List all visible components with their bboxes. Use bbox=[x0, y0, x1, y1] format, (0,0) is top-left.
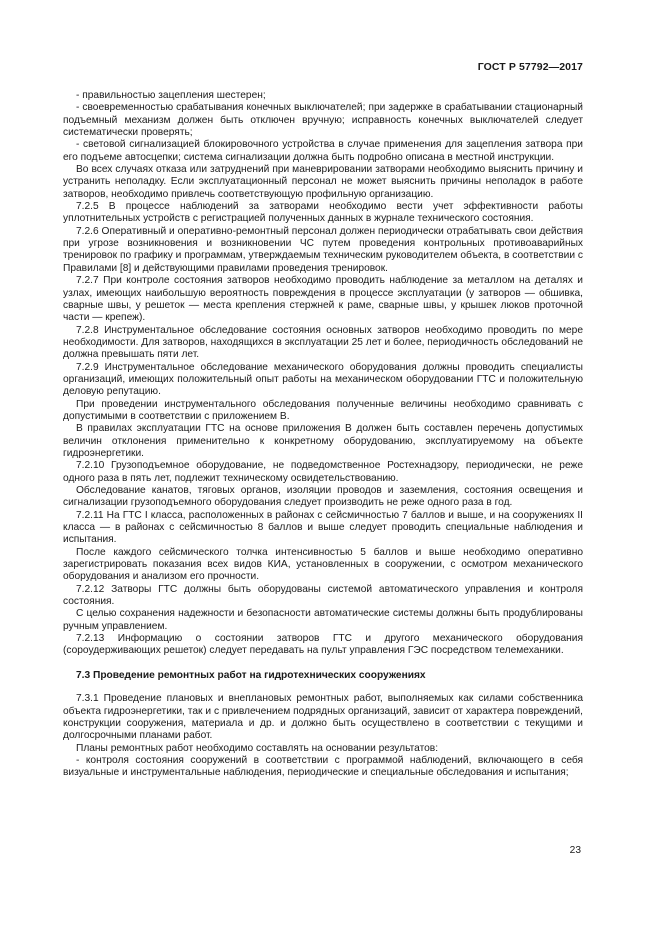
document-standard-number: ГОСТ Р 57792—2017 bbox=[477, 61, 583, 73]
page-number: 23 bbox=[569, 845, 581, 856]
clause-7-3-1: 7.3.1 Проведение плановых и внеплановых ремонтных работ, выполняемых как силами собственника объекта гидроэнергетики, так и с привлечением подрядных организаций, зависит от характера повреждений, конструкции сооружения, материала и др. и должно быть осуществлено в соответствии с текущими и долгосрочными планами работ. bbox=[63, 693, 583, 742]
list-item: - контроля состояния сооружений в соответствии с программой наблюдений, включающего в себя визуальные и инструментальные наблюдения, периодические и специальные обследования и испытания; bbox=[63, 754, 583, 779]
clause-7-2-10: 7.2.10 Грузоподъемное оборудование, не подведомственное Ростехнадзору, периодически, не реже одного раза в пять лет, подлежит техническому освидетельствованию. bbox=[63, 460, 583, 484]
list-item: - правильностью зацепления шестерен; bbox=[76, 90, 266, 101]
paragraph: С целью сохранения надежности и безопасности автоматические системы должны быть продублированы ручным управлением. bbox=[63, 608, 583, 632]
paragraph: Планы ремонтных работ необходимо составлять на основании результатов: bbox=[76, 742, 439, 754]
clause-7-2-7: 7.2.7 При контроле состояния затворов необходимо проводить наблюдение за металлом на деталях и узлах, имеющих наибольшую вероятность повреждения в процессе эксплуатации (у затворов — обшивка, сварные швы, у решеток — места крепления стержней к раме, сварные швы, у крышек люков проточной части — крепеж). bbox=[63, 275, 583, 324]
clause-7-2-11: 7.2.11 На ГТС I класса, расположенных в районах с сейсмичностью 7 баллов и выше, и на сооружениях II класса — в районах с сейсмичностью 8 баллов и выше следует проводить специальные наблюдения и испытания. bbox=[63, 509, 583, 546]
paragraph: В правилах эксплуатации ГТС на основе приложения В должен быть составлен перечень допустимых величин отклонения применительно к конкретному оборудованию, эксплуатируемому на объекте гидроэнергетики. bbox=[63, 423, 583, 459]
section-heading: 7.3 Проведение ремонтных работ на гидротехнических сооружениях bbox=[76, 669, 426, 681]
paragraph: Обследование канатов, тяговых органов, изоляции проводов и заземления, состояния освещения и сигнализации грузоподъемного оборудования следует производить не реже одного раза в год. bbox=[63, 485, 583, 509]
clause-7-2-9: 7.2.9 Инструментальное обследование механического оборудования должны проводить специалисты организаций, имеющих положительный опыт работы на механическом оборудовании ГТС и положительную деловую репутацию. bbox=[63, 361, 583, 398]
list-item: - световой сигнализацией блокировочного устройства в случае применения для зацепления затвора при его подъеме автосцепки; система сигнализации должна быть подробно описана в местной инструкции. bbox=[63, 139, 583, 163]
clause-7-2-5: 7.2.5 В процессе наблюдений за затворами необходимо вести учет эффективности работы уплотнительных устройств с регистрацией полученных данных в журнале технического состояния. bbox=[63, 201, 583, 225]
list-item: - своевременностью срабатывания конечных выключателей; при задержке в срабатывании стационарный подъемный механизм должен быть отключен вручную; исправность конечных выключателей следует систематически проверять; bbox=[63, 102, 583, 139]
paragraph: Во всех случаях отказа или затруднений при маневрировании затворами необходимо выяснить причину и устранить неполадку. Если эксплуатационный персонал не может выяснить причины неполадок в работе затворов, необходимо привлечь соответствующую профильную организацию. bbox=[63, 164, 583, 200]
clause-7-2-6: 7.2.6 Оперативный и оперативно-ремонтный персонал должен периодически отрабатывать свои действия при угрозе возникновения и возникновении ЧС путем проведения контрольных противоаварийных тренировок по графику и программам, утверждаемым техническим руководителем объекта, в соответствии с Правилами [8] и действующими правилами проведения тренировок. bbox=[63, 225, 583, 274]
paragraph: После каждого сейсмического толчка интенсивностью 5 баллов и выше необходимо оперативно зарегистрировать показания всех видов КИА, установленных в сооружении, с осмотром механического оборудования и анализом его прочности. bbox=[63, 546, 583, 583]
clause-7-2-12: 7.2.12 Затворы ГТС должны быть оборудованы системой автоматического управления и контроля состояния. bbox=[63, 583, 583, 608]
paragraph: При проведении инструментального обследования полученные величины необходимо сравнивать с допустимыми в соответствии с приложением В. bbox=[63, 398, 583, 422]
document-body bbox=[63, 90, 583, 780]
clause-7-2-13: 7.2.13 Информацию о состоянии затворов ГТС и другого механического оборудования (сороудерживающих решеток) следует передавать на пульт управления ГЭС посредством телемеханики. bbox=[63, 633, 583, 657]
clause-7-2-8: 7.2.8 Инструментальное обследование состояния основных затворов необходимо проводить по мере необходимости. Для затворов, находящихся в эксплуатации 25 лет и более, периодичность обследований не должна превышать пяти лет. bbox=[63, 324, 583, 361]
